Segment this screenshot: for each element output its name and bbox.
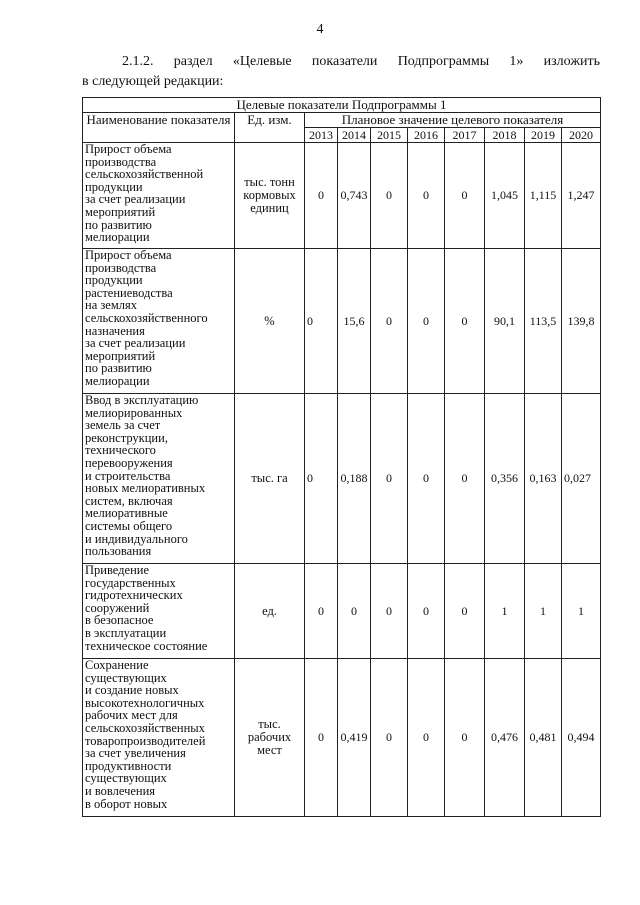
value-cell: 0	[408, 564, 445, 659]
year-header: 2015	[371, 128, 408, 143]
value-cell: 1	[525, 564, 562, 659]
value-cell: 0	[445, 394, 485, 564]
value-cell: 0	[371, 249, 408, 394]
value-cell: 1	[485, 564, 525, 659]
header-planned-value: Плановое значение целевого показателя	[305, 113, 601, 128]
value-cell: 0	[371, 143, 408, 249]
value-cell: 0	[408, 394, 445, 564]
value-cell: 0	[305, 249, 338, 394]
value-cell: 0	[408, 659, 445, 817]
year-header: 2016	[408, 128, 445, 143]
table-row	[83, 564, 601, 659]
intro-line-1: 2.1.2. раздел «Целевые показатели Подпрограммы 1» изложить	[122, 54, 600, 69]
header-indicator-name: Наименование показателя	[83, 113, 235, 143]
year-header: 2020	[562, 128, 601, 143]
value-cell: 0,476	[485, 659, 525, 817]
table-title: Целевые показатели Подпрограммы 1	[83, 98, 601, 113]
value-cell: 0	[408, 143, 445, 249]
table-row	[83, 249, 601, 394]
indicator-name: Сохранение существующих и создание новых высокотехнологичных рабочих мест для сельскохозяйственных товаропроизводителей за счет увеличения продуктивности существующих и вовлечения в оборот новых	[83, 659, 235, 817]
value-cell: 139,8	[562, 249, 601, 394]
year-header: 2018	[485, 128, 525, 143]
value-cell: 0	[305, 564, 338, 659]
value-cell: 0	[371, 394, 408, 564]
indicator-name: Прирост объема производства сельскохозяйственной продукции за счет реализации мероприятий по развитию мелиорации	[83, 143, 235, 249]
value-cell: 0,419	[338, 659, 371, 817]
value-cell: 0	[338, 564, 371, 659]
indicator-unit: тыс. рабочих мест	[235, 659, 305, 817]
value-cell: 1	[562, 564, 601, 659]
indicator-name: Ввод в эксплуатацию мелиорированных земель за счет реконструкции, технического перевооружения и строительства новых мелиоративных систем, включая мелиоративные системы общего и индивидуального пользования	[83, 394, 235, 564]
value-cell: 0	[305, 659, 338, 817]
target-indicators-table	[82, 97, 601, 817]
header-unit: Ед. изм.	[235, 113, 305, 143]
indicator-unit: ед.	[235, 564, 305, 659]
value-cell: 0,481	[525, 659, 562, 817]
value-cell: 0	[408, 249, 445, 394]
intro-line-2: в следующей редакции:	[82, 74, 224, 89]
value-cell: 1,247	[562, 143, 601, 249]
value-cell: 0	[445, 249, 485, 394]
indicator-name: Прирост объема производства продукции растениеводства на землях сельскохозяйственного назначения за счет реализации мероприятий по развитию мелиорации	[83, 249, 235, 394]
value-cell: 0,494	[562, 659, 601, 817]
value-cell: 0,027	[562, 394, 601, 564]
value-cell: 1,045	[485, 143, 525, 249]
value-cell: 1,115	[525, 143, 562, 249]
intro-paragraph	[82, 52, 600, 92]
value-cell: 0	[371, 659, 408, 817]
year-header: 2017	[445, 128, 485, 143]
value-cell: 15,6	[338, 249, 371, 394]
indicator-unit: тыс. га	[235, 394, 305, 564]
value-cell: 0,356	[485, 394, 525, 564]
value-cell: 0	[305, 143, 338, 249]
value-cell: 0	[305, 394, 338, 564]
indicator-name: Приведение государственных гидротехнических сооружений в безопасное в эксплуатации техническое состояние	[83, 564, 235, 659]
value-cell: 113,5	[525, 249, 562, 394]
value-cell: 0,188	[338, 394, 371, 564]
value-cell: 0	[371, 564, 408, 659]
table-row	[83, 394, 601, 564]
value-cell: 0	[445, 659, 485, 817]
indicator-unit: %	[235, 249, 305, 394]
year-header: 2014	[338, 128, 371, 143]
value-cell: 90,1	[485, 249, 525, 394]
table-row	[83, 143, 601, 249]
page-number: 4	[316, 22, 324, 37]
year-header: 2019	[525, 128, 562, 143]
value-cell: 0	[445, 564, 485, 659]
value-cell: 0,743	[338, 143, 371, 249]
value-cell: 0	[445, 143, 485, 249]
year-header: 2013	[305, 128, 338, 143]
table-row	[83, 659, 601, 817]
value-cell: 0,163	[525, 394, 562, 564]
indicator-unit: тыс. тонн кормовых единиц	[235, 143, 305, 249]
